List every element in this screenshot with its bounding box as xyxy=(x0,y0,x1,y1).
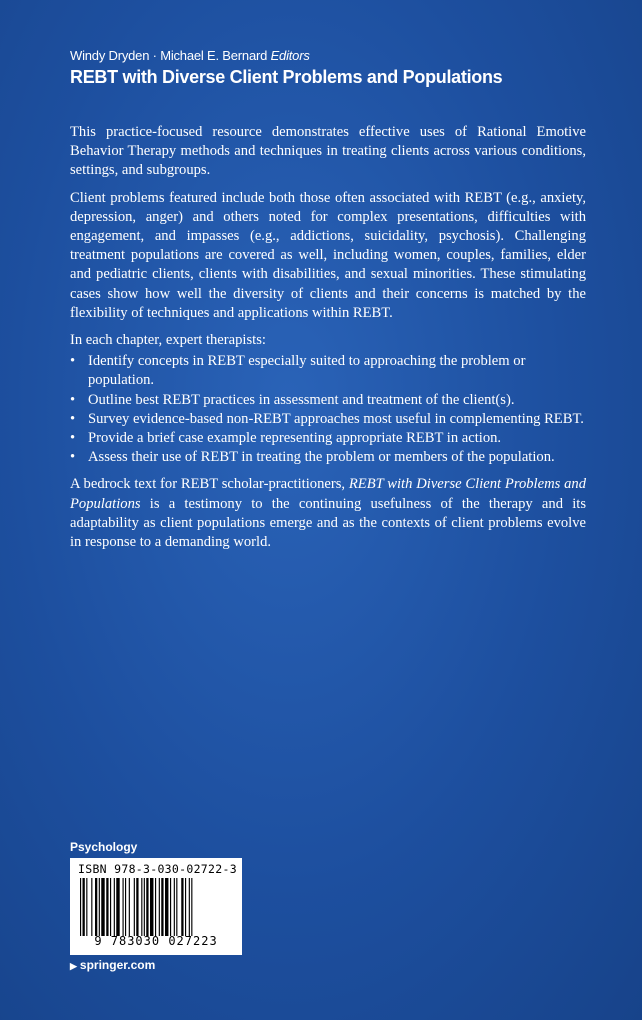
barcode-bar xyxy=(80,878,81,936)
blurb-paragraph-3: In each chapter, expert therapists: xyxy=(70,332,266,349)
barcode-bar xyxy=(150,878,153,936)
barcode-bar xyxy=(155,878,156,936)
barcode-bar xyxy=(146,878,148,936)
barcode-bar xyxy=(134,878,135,936)
barcode-bar xyxy=(144,878,145,936)
barcode-bar xyxy=(170,878,171,936)
bullet-icon: • xyxy=(70,353,76,370)
bullet-item xyxy=(70,429,586,448)
barcode-bar xyxy=(165,878,168,936)
barcode-bar xyxy=(116,878,119,936)
barcode-bar xyxy=(114,878,115,936)
barcode-digits: 9 783030 027223 xyxy=(94,934,218,948)
barcode-bar xyxy=(136,878,138,936)
isbn-barcode xyxy=(70,858,242,955)
barcode-bar xyxy=(141,878,142,936)
book-title: REBT with Diverse Client Problems and Populations xyxy=(70,67,503,87)
bullet-item xyxy=(70,410,586,429)
bullet-icon: • xyxy=(70,410,76,427)
bullet-item xyxy=(70,391,586,410)
blurb-paragraph-2: Client problems featured include both those often associated with REBT (e.g., anxiety, depression, anger) and others noted for complex presentations, difficulties with engagement, and impasses (e.g., addictions, suicidality, psychosis). Challenging treatment populations are covered as well, including women, couples, families, elder and pediatric clients, clients with disabilities, and sexual minorities. These stimulating cases show how well the diversity of clients and their concerns is matched by the flexibility of techniques and applications within REBT. xyxy=(70,189,586,321)
barcode-bar xyxy=(83,878,85,936)
editors-names: Windy Dryden · Michael E. Bernard xyxy=(70,48,268,63)
blurb-p4-title: REBT with Diverse Client Problems and Populations xyxy=(70,476,587,512)
arrow-icon: ▶ xyxy=(70,961,77,971)
barcode-bar xyxy=(110,878,111,936)
barcode-bar xyxy=(86,878,87,936)
barcode-bar xyxy=(176,878,177,936)
bullet-text: Survey evidence-based non-REBT approaches most useful in complementing REBT. xyxy=(88,410,584,427)
publisher-link[interactable] xyxy=(70,958,155,972)
isbn-label: ISBN 978-3-030-02722-3 xyxy=(78,862,237,876)
barcode-bar xyxy=(174,878,175,936)
subject-category: Psychology xyxy=(70,840,138,854)
barcode-bar xyxy=(181,878,183,936)
bullet-text: Identify concepts in REBT especially suited to approaching the problem or population. xyxy=(88,353,526,389)
bullet-text: Assess their use of REBT in treating the problem or members of the population. xyxy=(88,449,555,466)
bullet-text: Outline best REBT practices in assessment and treatment of the client(s). xyxy=(88,391,515,408)
bullet-list xyxy=(70,352,586,467)
barcode-bar xyxy=(185,878,186,936)
blurb-text xyxy=(70,123,586,560)
barcode-bar xyxy=(159,878,160,936)
barcode-bar xyxy=(95,878,97,936)
publisher-url: springer.com xyxy=(79,958,156,972)
bullet-icon: • xyxy=(70,449,76,466)
blurb-p4-end: is a testimony to the continuing usefulness of the therapy and its adaptability as client populations emerge and as the contexts of client problems evolve in response to a demanding world. xyxy=(70,495,586,551)
barcode-bar xyxy=(123,878,124,936)
barcode-bar xyxy=(191,878,192,936)
blurb-paragraph-4 xyxy=(70,475,586,552)
barcode-bar xyxy=(101,878,104,936)
barcode-bar xyxy=(125,878,126,936)
bullet-text: Provide a brief case example representing appropriate REBT in action. xyxy=(88,430,502,447)
blurb-paragraph-1: This practice-focused resource demonstrates effective uses of Rational Emotive Behavior Therapy methods and techniques in treating clients across various conditions, settings, and subgroups. xyxy=(70,124,586,179)
barcode-bar xyxy=(106,878,108,936)
editors-role: Editors xyxy=(270,48,310,63)
bullet-item xyxy=(70,448,586,467)
barcode-bar xyxy=(189,878,190,936)
barcode-bar xyxy=(99,878,100,936)
barcode-bar xyxy=(129,878,130,936)
bullet-icon: • xyxy=(70,391,76,408)
barcode-bar xyxy=(161,878,163,936)
bullet-item xyxy=(70,352,586,390)
barcode-bar xyxy=(91,878,92,936)
editors-line xyxy=(70,48,310,63)
barcode-bars xyxy=(78,878,234,936)
blurb-p4-start: A bedrock text for REBT scholar-practitioners, xyxy=(70,476,349,493)
bullet-icon: • xyxy=(70,430,76,447)
